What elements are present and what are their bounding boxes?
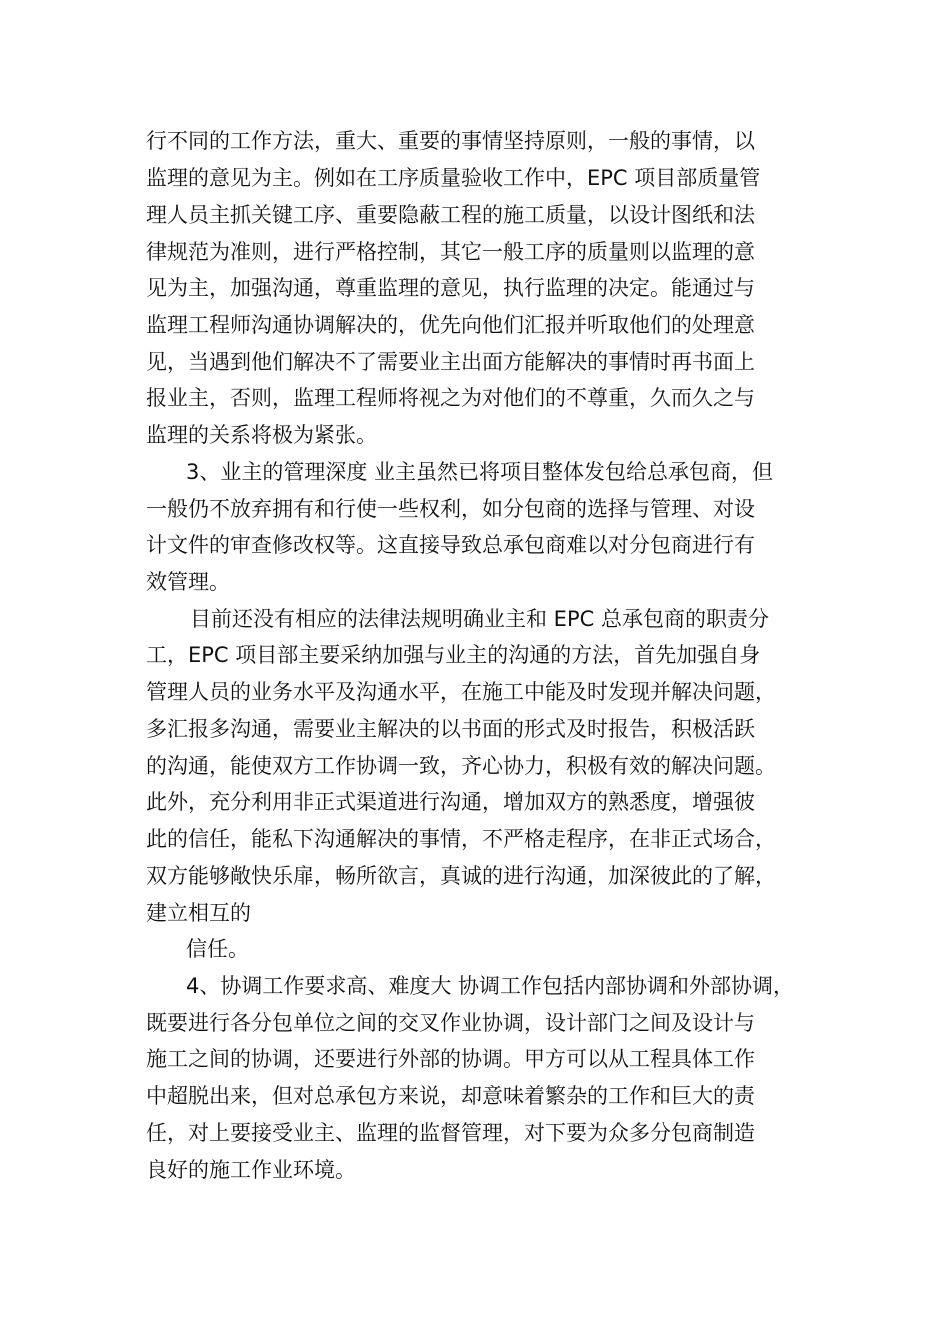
text-line: 行不同的工作方法，重大、重要的事情坚持原则，一般的事情，以 xyxy=(146,129,755,153)
text-line: 多汇报多沟通，需要业主解决的以书面的形式及时报告，积极活跃 xyxy=(146,717,755,741)
text-line: 此外，充分利用非正式渠道进行沟通，增加双方的熟悉度，增强彼 xyxy=(146,790,755,814)
text-line: 施工之间的协调，还要进行外部的协调。甲方可以从工程具体工作 xyxy=(146,1047,755,1071)
text-line: 管理人员的业务水平及沟通水平，在施工中能及时发现并解决问题， xyxy=(146,680,776,704)
text-line: 良好的施工作业环境。 xyxy=(146,1158,356,1182)
text-line: 目前还没有相应的法律法规明确业主和 EPC 总承包商的职责分 xyxy=(190,607,769,631)
text-line: 报业主，否则，监理工程师将视之为对他们的不尊重，久而久之与 xyxy=(146,386,755,410)
text-line: 3、业主的管理深度 业主虽然已将项目整体发包给总承包商，但 xyxy=(186,460,774,484)
text-line: 建立相互的 xyxy=(146,901,251,925)
text-line: 监理的意见为主。例如在工序质量验收工作中，EPC 项目部质量管 xyxy=(146,166,761,190)
text-line: 双方能够敞快乐扉，畅所欲言，真诚的进行沟通，加深彼此的了解， xyxy=(146,864,776,888)
text-line: 既要进行各分包单位之间的交叉作业协调，设计部门之间及设计与 xyxy=(146,1011,755,1035)
text-line: 效管理。 xyxy=(146,570,230,594)
text-line: 信任。 xyxy=(186,937,249,961)
text-line: 见为主，加强沟通，尊重监理的意见，执行监理的决定。能通过与 xyxy=(146,276,755,300)
text-line: 监理的关系将极为紧张。 xyxy=(146,423,377,447)
text-line: 理人员主抓关键工序、重要隐蔽工程的施工质量，以设计图纸和法 xyxy=(146,203,755,227)
text-line: 中超脱出来，但对总承包方来说，却意味着繁杂的工作和巨大的责 xyxy=(146,1084,755,1108)
text-line: 见，当遇到他们解决不了需要业主出面方能解决的事情时再书面上 xyxy=(146,350,755,374)
text-line: 任，对上要接受业主、监理的监督管理，对下要为众多分包商制造 xyxy=(146,1121,755,1145)
text-line: 监理工程师沟通协调解决的，优先向他们汇报并听取他们的处理意 xyxy=(146,313,755,337)
text-line: 工，EPC 项目部主要采纳加强与业主的沟通的方法，首先加强自身 xyxy=(146,643,761,667)
text-line: 一般仍不放弃拥有和行使一些权利，如分包商的选择与管理、对设 xyxy=(146,497,755,521)
text-line: 计文件的审查修改权等。这直接导致总承包商难以对分包商进行有 xyxy=(146,533,755,557)
text-line: 4、协调工作要求高、难度大 协调工作包括内部协调和外部协调， xyxy=(186,974,795,998)
text-line: 此的信任，能私下沟通解决的事情，不严格走程序，在非正式场合， xyxy=(146,827,776,851)
text-line: 律规范为准则，进行严格控制，其它一般工序的质量则以监理的意 xyxy=(146,240,755,264)
text-line: 的沟通，能使双方工作协调一致，齐心协力，积极有效的解决问题。 xyxy=(146,754,776,778)
